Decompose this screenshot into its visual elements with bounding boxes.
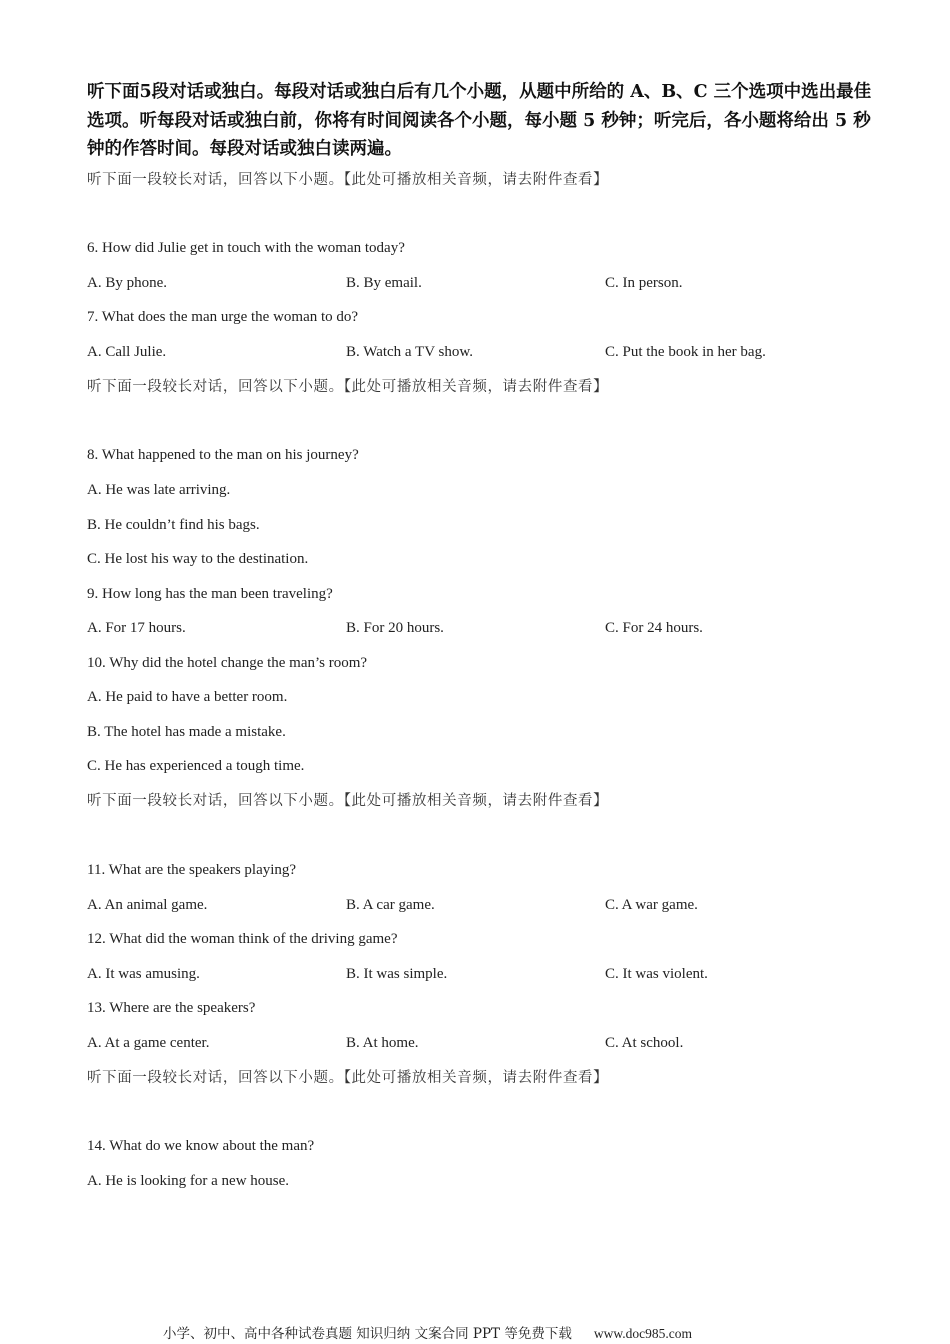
option-9a: A. For 17 hours.: [87, 620, 186, 636]
option-10a: A. He paid to have a better room.: [87, 689, 288, 705]
audio-note: 听下面一段较长对话，回答以下小题。【此处可播放相关音频，请去附件查看】: [87, 172, 609, 188]
question-11: 11. What are the speakers playing?: [87, 862, 297, 878]
question-8: 8. What happened to the man on his journey?: [87, 447, 359, 463]
option-10b: B. The hotel has made a mistake.: [87, 724, 286, 740]
option-11b: B. A car game.: [346, 897, 435, 913]
question-9: 9. How long has the man been traveling?: [87, 586, 333, 602]
option-8c: C. He lost his way to the destination.: [87, 551, 309, 567]
option-8a: A. He was late arriving.: [87, 482, 231, 498]
option-9c: C. For 24 hours.: [605, 620, 703, 636]
option-13b: B. At home.: [346, 1035, 419, 1051]
option-11c: C. A war game.: [605, 897, 698, 913]
option-10c: C. He has experienced a tough time.: [87, 758, 305, 774]
option-6a: A. By phone.: [87, 275, 167, 291]
option-6b: B. By email.: [346, 275, 422, 291]
option-9b: B. For 20 hours.: [346, 620, 444, 636]
footer-text: 小学、初中、高中各种试卷真题 知识归纳 文案合同 PPT 等免费下载: [163, 1326, 572, 1342]
option-13a: A. At a game center.: [87, 1035, 210, 1051]
question-14: 14. What do we know about the man?: [87, 1138, 315, 1154]
option-6c: C. In person.: [605, 275, 683, 291]
option-12b: B. It was simple.: [346, 966, 448, 982]
option-7b: B. Watch a TV show.: [346, 344, 473, 360]
audio-note: 听下面一段较长对话，回答以下小题。【此处可播放相关音频，请去附件查看】: [87, 1070, 609, 1086]
audio-note: 听下面一段较长对话，回答以下小题。【此处可播放相关音频，请去附件查看】: [87, 793, 609, 809]
option-13c: C. At school.: [605, 1035, 684, 1051]
option-8b: B. He couldn’t find his bags.: [87, 517, 260, 533]
section-instruction: 听下面5段对话或独白。每段对话或独白后有几个小题，从题中所给的 A、B、C 三个选项中选出最佳选项。听每段对话或独白前，你将有时间阅读各个小题，每小题 5 秒钟；听完后，各小题将给出 5 秒钟的作答时间。每段对话或独白读两遍。: [87, 82, 872, 159]
question-7: 7. What does the man urge the woman to do?: [87, 309, 359, 325]
option-7a: A. Call Julie.: [87, 344, 167, 360]
option-12a: A. It was amusing.: [87, 966, 200, 982]
option-7c: C. Put the book in her bag.: [605, 344, 766, 360]
page-footer: [163, 1324, 692, 1344]
question-6: 6. How did Julie get in touch with the woman today?: [87, 240, 405, 256]
option-12c: C. It was violent.: [605, 966, 708, 982]
question-13: 13. Where are the speakers?: [87, 1000, 256, 1016]
footer-link[interactable]: www.doc985.com: [593, 1326, 692, 1341]
question-12: 12. What did the woman think of the driving game?: [87, 931, 398, 947]
option-14a: A. He is looking for a new house.: [87, 1173, 290, 1189]
question-10: 10. Why did the hotel change the man’s room?: [87, 655, 368, 671]
audio-note: 听下面一段较长对话，回答以下小题。【此处可播放相关音频，请去附件查看】: [87, 379, 609, 395]
option-11a: A. An animal game.: [87, 897, 208, 913]
